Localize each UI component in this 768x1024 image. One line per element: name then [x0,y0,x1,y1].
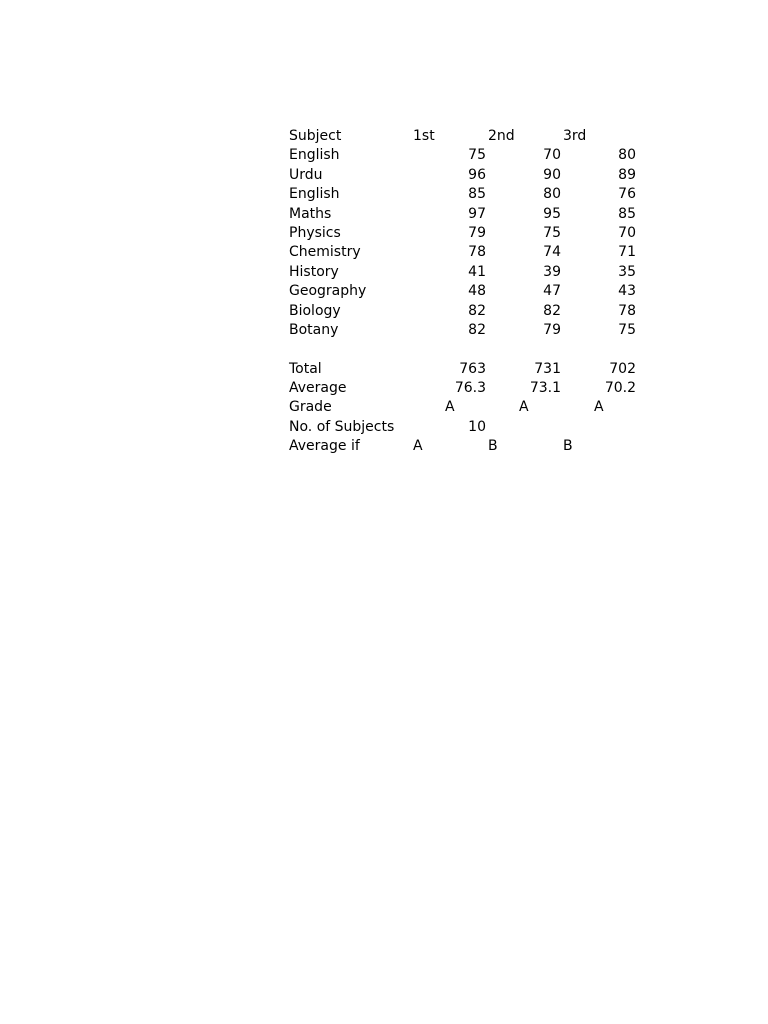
spacer-row [289,340,649,359]
total-label: Total [289,360,322,377]
subject-count-label: No. of Subjects [289,418,395,435]
subject-count-value: 10 [468,418,486,435]
average-2nd: 73.1 [529,380,561,397]
subject-cell: Botany [289,321,339,338]
score-2nd: 90 [543,166,561,183]
score-1st: 41 [468,263,486,280]
average-3rd: 70.2 [604,380,636,397]
score-3rd: 78 [618,302,636,319]
average-if-row [289,437,649,456]
average-if-3rd: B [563,438,573,455]
score-3rd: 35 [618,263,636,280]
score-2nd: 74 [543,244,561,261]
table-row [289,263,649,282]
grade-sheet [289,127,649,457]
score-1st: 85 [468,186,486,203]
subject-cell: English [289,147,340,164]
score-2nd: 47 [543,283,561,300]
score-3rd: 43 [618,283,636,300]
subject-cell: Physics [289,224,341,241]
score-1st: 79 [468,224,486,241]
score-3rd: 85 [618,205,636,222]
total-2nd: 731 [534,360,561,377]
table-row [289,243,649,262]
subject-cell: Biology [289,302,341,319]
score-3rd: 75 [618,321,636,338]
score-3rd: 80 [618,147,636,164]
score-1st: 97 [468,205,486,222]
table-row [289,146,649,165]
table-row [289,166,649,185]
table-row [289,282,649,301]
score-1st: 82 [468,302,486,319]
average-1st: 76.3 [454,380,486,397]
score-3rd: 71 [618,244,636,261]
score-2nd: 75 [543,224,561,241]
score-1st: 78 [468,244,486,261]
score-3rd: 76 [618,186,636,203]
score-1st: 48 [468,283,486,300]
subject-cell: Maths [289,205,332,222]
score-1st: 75 [468,147,486,164]
header-row [289,127,649,146]
table-row [289,302,649,321]
grade-3rd: A [594,399,604,416]
header-col-1st: 1st [413,128,435,144]
subject-cell: Chemistry [289,244,361,261]
score-3rd: 70 [618,224,636,241]
header-col-2nd: 2nd [488,128,515,144]
grade-1st: A [445,399,455,416]
score-1st: 82 [468,321,486,338]
subject-cell: History [289,263,339,280]
table-row [289,321,649,340]
table-row [289,224,649,243]
score-2nd: 79 [543,321,561,338]
average-row [289,379,649,398]
header-col-3rd: 3rd [563,128,587,144]
score-2nd: 82 [543,302,561,319]
score-2nd: 80 [543,186,561,203]
score-2nd: 95 [543,205,561,222]
total-row [289,360,649,379]
table-row [289,185,649,204]
average-if-1st: A [413,438,423,455]
subject-cell: Geography [289,283,367,300]
total-1st: 763 [459,360,486,377]
subject-cell: Urdu [289,166,323,183]
average-label: Average [289,380,347,397]
average-if-label: Average if [289,438,360,455]
score-2nd: 70 [543,147,561,164]
score-1st: 96 [468,166,486,183]
grade-row [289,398,649,417]
average-if-2nd: B [488,438,498,455]
table-row [289,205,649,224]
score-3rd: 89 [618,166,636,183]
grade-label: Grade [289,399,332,416]
score-2nd: 39 [543,263,561,280]
subject-count-row [289,418,649,437]
header-subject: Subject [289,128,342,144]
total-3rd: 702 [609,360,636,377]
subject-cell: English [289,186,340,203]
grade-2nd: A [519,399,529,416]
